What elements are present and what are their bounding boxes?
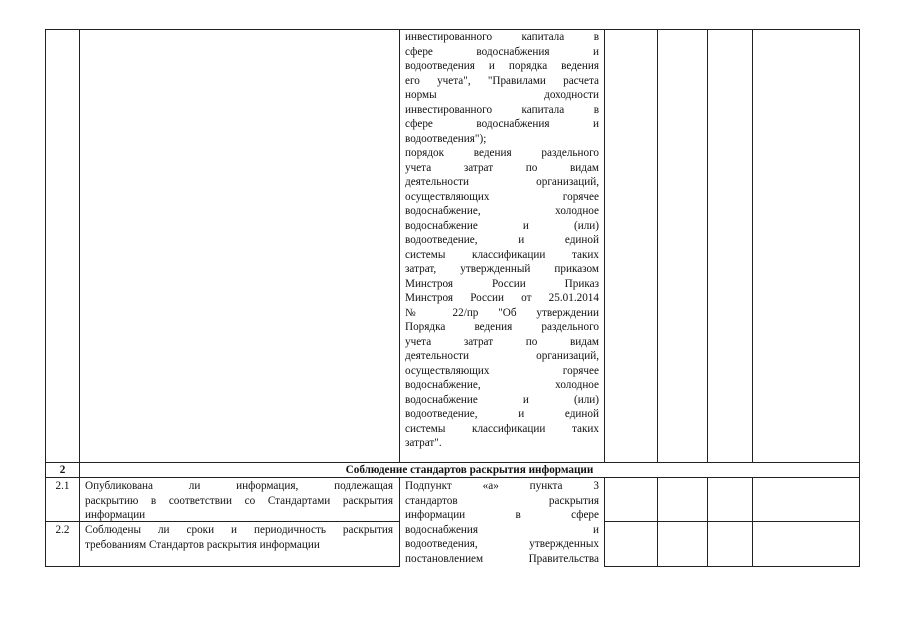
column-divider-yes-bottom (657, 478, 658, 567)
text-line: Порядка ведения раздельного (405, 321, 599, 333)
column-divider-basis-bottom (604, 478, 605, 567)
text-line: инвестированного капитала в (405, 103, 599, 116)
continuation-basis-text (405, 30, 599, 451)
text-line: Минстроя России Приказ (405, 277, 599, 290)
text-line: № 22/пр "Об утверждении (405, 306, 599, 319)
column-divider-basis-top (604, 29, 605, 462)
text-line: затрат, утвержденный приказом (405, 263, 599, 275)
column-divider-na-top (752, 29, 753, 462)
text-line: водоотведения и порядка ведения (405, 60, 599, 72)
text-line: осуществляющих горячее (405, 190, 599, 203)
text-line: информации (85, 509, 146, 521)
text-line: водоснабжение и (или) (405, 393, 599, 406)
text-line: сфере водоснабжения и (405, 45, 599, 58)
text-line: раскрытию в соответствии со Стандартами раскрытия (85, 494, 393, 507)
text-line: затрат". (405, 437, 442, 449)
text-line: стандартов раскрытия (405, 494, 599, 507)
text-line: водоотведения, утвержденных (405, 538, 599, 550)
column-divider-yes-top (657, 29, 658, 462)
text-line: водоснабжение и (или) (405, 219, 599, 232)
text-line: учета затрат по видам (405, 161, 599, 174)
text-line: осуществляющих горячее (405, 364, 599, 377)
row-number: 2.1 (55, 480, 70, 492)
table-border-bottom-right (604, 566, 860, 567)
text-line: деятельности организаций, (405, 350, 599, 362)
text-line: водоснабжение, холодное (405, 205, 599, 217)
section-number: 2 (59, 464, 66, 476)
table-border-bottom-left (45, 566, 400, 567)
text-line: сфере водоснабжения и (405, 118, 599, 130)
basis-text (405, 479, 599, 566)
section-title: Соблюдение стандартов раскрытия информации (345, 464, 594, 476)
text-line: деятельности организаций, (405, 176, 599, 188)
row-question (85, 523, 393, 552)
text-line: учета затрат по видам (405, 335, 599, 348)
text-line: инвестированного капитала в (405, 31, 599, 43)
column-divider-no-bottom (707, 478, 708, 567)
row-2-1-bottom-right (604, 521, 860, 522)
column-divider-no-top (707, 29, 708, 462)
text-line: Подпункт «а» пункта 3 (405, 480, 599, 492)
text-line: водоотведение, и единой (405, 408, 599, 420)
text-line: водоснабжения и (405, 523, 599, 536)
text-line: водоотведения"); (405, 132, 487, 145)
text-line: системы классификации таких (405, 248, 599, 261)
text-line: информации в сфере (405, 509, 599, 521)
column-divider-question-top (399, 29, 400, 462)
text-line: постановлением Правительства (405, 552, 599, 565)
text-line: его учета", "Правилами расчета (405, 74, 599, 87)
text-line: водоснабжение, холодное (405, 379, 599, 391)
text-line: Соблюдены ли сроки и периодичность раскрытия (85, 524, 393, 536)
row-question (85, 479, 393, 523)
text-line: водоотведение, и единой (405, 234, 599, 246)
row-number: 2.2 (55, 524, 70, 536)
column-divider-question-bottom (399, 478, 400, 567)
table-border-right (859, 29, 860, 567)
text-line: системы классификации таких (405, 422, 599, 435)
text-line: требованиям Стандартов раскрытия информации (85, 538, 320, 551)
text-line: Опубликована ли информация, подлежащая (85, 480, 393, 492)
text-line: нормы доходности (405, 89, 599, 101)
text-line: порядок ведения раздельного (405, 147, 599, 159)
column-divider-number (79, 29, 80, 567)
text-line: Минстроя России от 25.01.2014 (405, 292, 599, 304)
column-divider-na-bottom (752, 478, 753, 567)
